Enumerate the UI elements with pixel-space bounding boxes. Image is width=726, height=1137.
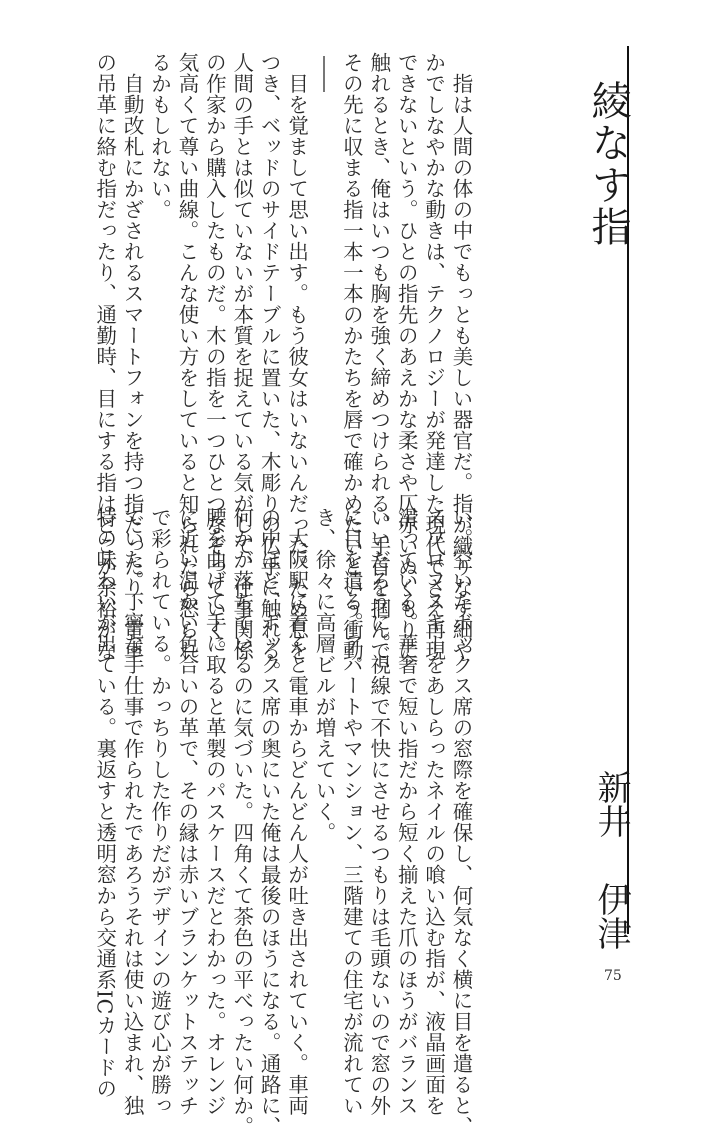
author-given-name: 伊津 [591,882,631,950]
text-column: ていた。丁寧な手仕事で作られたであろうそれは使い込まれ、独 [120,507,145,1116]
text-column: できないという。ひとの指先のあえかな柔さや仄赤いぬくもりに [394,52,419,661]
text-column: 指は人間の体の中でもっとも美しい器官だ。指が織りなす細や [449,52,473,661]
text-column: 特の味わいが出ている。裏返すと透明窓から交通系ICカードの [92,507,117,1099]
text-column: き、徐々に高層ビルが増えていく。 [311,507,336,843]
text-column: るかもしれない。 [147,52,172,220]
text-column: いいだろうに。視線で不快にさせるつもりは毛頭ないので窓の外 [366,507,391,1116]
text-column: 大阪駅に着くと電車からどんどん人が吐き出されていく。車両 [284,507,309,1116]
story-title: 綾なす指 [585,80,631,248]
text-column: 腰を曲げて手に取ると革製のパスケースだとわかった。オレンジ [202,507,227,1116]
section-break-line [323,56,325,92]
text-column: 滑っている。華奢で短い指だから短く揃えた爪のほうがバランス [394,507,419,1116]
text-column: 気高くて尊い曲線。こんな使い方をしていると知られたら怒られ [174,52,199,661]
text-column: 触れるとき、俺はいつも胸を強く締めつけられる。手首を掴んで、 [366,52,391,682]
text-column: 目を覚まして思い出す。もう彼女はいないんだった。ため息を [284,52,309,661]
text-column: で彩られている。かっちりした作りだがデザインの遊び心が勝っ [147,507,172,1116]
text-column: 自動改札にかざされるスマートフォンを持つ指だったり、電車 [120,52,145,661]
text-column: スワロフスキーをあしらったネイルの喰い込む指が、液晶画面を [421,507,446,1116]
text-column: その先に収まる指一本一本のかたちを唇で確かめたいという衝動 [339,52,364,661]
section-break [310,52,337,482]
text-column: に近い温かい色合いの革で、その縁は赤いブランケットステッチ [174,507,199,1116]
author-name [592,770,630,950]
text-column: かでしなやかな動きは、テクノロジーが発達した現代でさえ再現 [421,52,446,661]
author-family-name: 新井 [591,770,631,838]
text-column: 何かが落ちているのに気づいた。四角くて茶色の平べったい何か。 [229,507,254,1137]
text-column: 人間の手とは似ていないが本質を捉えている気がして、仕事関係 [229,52,254,661]
page-number: 75 [604,968,622,984]
text-column: の吊革に絡む指だったり、通勤時、目にする指はどこか余裕がな [92,52,117,661]
text-column: の中ほど、ボックス席の奥にいた俺は最後のほうになる。通路に、 [257,507,282,1137]
text-column: い。空いたボックス席の窓際を確保し、何気なく横に目を遣ると、 [449,507,473,1137]
text-column: つき、ベッドのサイドテーブルに置いた、木彫りの仏手に触れる。 [257,52,282,682]
body-text-lower-tier [90,507,474,1137]
text-column: に目を遣る。アパートやマンション、三階建ての住宅が流れてい [339,507,364,1116]
text-column: の作家から購入したものだ。木の指を一つひとつなぞっていく。 [202,52,227,661]
